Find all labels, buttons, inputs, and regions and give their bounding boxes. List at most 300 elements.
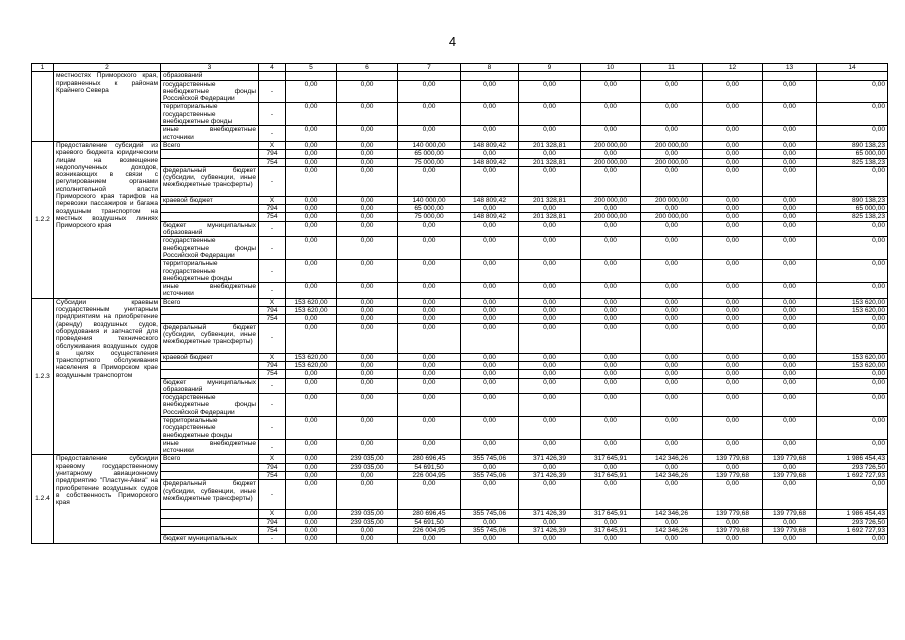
table-row xyxy=(32,315,888,323)
column-header: 8 xyxy=(461,64,519,72)
value-cell: 139 779,68 xyxy=(763,455,817,463)
value-cell: 0,00 xyxy=(817,103,888,126)
budget-code: - xyxy=(259,260,286,283)
funding-source xyxy=(161,463,259,471)
value-cell: 0,00 xyxy=(519,439,581,455)
value-cell: 0,00 xyxy=(461,353,519,361)
value-cell: 0,00 xyxy=(337,323,398,353)
funding-source xyxy=(161,518,259,526)
funding-source: территориальные государственные внебюджетные фонды xyxy=(161,260,259,283)
value-cell: 0,00 xyxy=(703,196,763,204)
value-cell: 0,00 xyxy=(817,166,888,196)
budget-code: - xyxy=(259,221,286,237)
value-cell xyxy=(461,72,519,80)
table-row xyxy=(32,298,888,306)
value-cell: 0,00 xyxy=(703,260,763,283)
value-cell: 0,00 xyxy=(703,298,763,306)
column-header: 9 xyxy=(519,64,581,72)
value-cell: 200 000,00 xyxy=(641,158,703,166)
section-name: местностях Приморского края, приравненных к районам Крайнего Севера xyxy=(54,72,161,142)
value-cell: 0,00 xyxy=(337,472,398,480)
value-cell: 0,00 xyxy=(817,535,888,543)
value-cell: 0,00 xyxy=(286,150,337,158)
value-cell xyxy=(763,72,817,80)
value-cell: 0,00 xyxy=(398,323,461,353)
funding-source: бюджет муниципальных xyxy=(161,535,259,543)
funding-source: иные внебюджетные источники xyxy=(161,283,259,299)
value-cell: 148 809,42 xyxy=(461,196,519,204)
value-cell: 0,00 xyxy=(703,221,763,237)
value-cell: 0,00 xyxy=(337,416,398,439)
value-cell: 0,00 xyxy=(337,221,398,237)
value-cell: 0,00 xyxy=(581,80,641,103)
table-row xyxy=(32,72,888,80)
value-cell: 355 745,06 xyxy=(461,455,519,463)
value-cell: 293 726,50 xyxy=(817,463,888,471)
value-cell: 201 328,81 xyxy=(519,196,581,204)
funding-source: краевой бюджет xyxy=(161,196,259,204)
value-cell: 0,00 xyxy=(461,463,519,471)
value-cell: 0,00 xyxy=(337,103,398,126)
value-cell xyxy=(337,72,398,80)
budget-code: 794 xyxy=(259,518,286,526)
value-cell: 0,00 xyxy=(641,103,703,126)
budget-code: 794 xyxy=(259,150,286,158)
funding-source xyxy=(161,370,259,378)
funding-source: образований xyxy=(161,72,259,80)
value-cell: 0,00 xyxy=(461,298,519,306)
value-cell: 0,00 xyxy=(398,353,461,361)
value-cell: 0,00 xyxy=(337,283,398,299)
budget-code: X xyxy=(259,353,286,361)
budget-code: 754 xyxy=(259,526,286,534)
value-cell: 0,00 xyxy=(337,158,398,166)
value-cell: 0,00 xyxy=(519,150,581,158)
value-cell: 0,00 xyxy=(286,394,337,417)
value-cell: 0,00 xyxy=(337,370,398,378)
value-cell: 139 779,68 xyxy=(763,472,817,480)
table-row xyxy=(32,378,888,394)
value-cell: 0,00 xyxy=(763,103,817,126)
budget-code: - xyxy=(259,166,286,196)
value-cell: 0,00 xyxy=(398,480,461,510)
column-header: 11 xyxy=(641,64,703,72)
funding-source xyxy=(161,205,259,213)
funding-source: бюджет муниципальных образований xyxy=(161,221,259,237)
value-cell: 0,00 xyxy=(763,370,817,378)
value-cell: 0,00 xyxy=(519,260,581,283)
value-cell: 153 620,00 xyxy=(817,361,888,369)
value-cell: 0,00 xyxy=(581,126,641,142)
budget-code: 794 xyxy=(259,361,286,369)
value-cell: 0,00 xyxy=(398,103,461,126)
value-cell: 0,00 xyxy=(641,463,703,471)
value-cell: 139 779,68 xyxy=(703,526,763,534)
value-cell: 0,00 xyxy=(461,150,519,158)
funding-source: бюджет муниципальных образований xyxy=(161,378,259,394)
budget-code: 794 xyxy=(259,307,286,315)
value-cell: 0,00 xyxy=(703,370,763,378)
value-cell: 0,00 xyxy=(337,394,398,417)
budget-code: X xyxy=(259,196,286,204)
value-cell: 0,00 xyxy=(817,416,888,439)
value-cell: 825 138,23 xyxy=(817,158,888,166)
value-cell: 201 328,81 xyxy=(519,158,581,166)
value-cell: 0,00 xyxy=(398,260,461,283)
value-cell: 0,00 xyxy=(763,394,817,417)
value-cell: 0,00 xyxy=(703,205,763,213)
value-cell: 0,00 xyxy=(519,126,581,142)
value-cell: 0,00 xyxy=(461,260,519,283)
value-cell: 1 692 727,93 xyxy=(817,472,888,480)
value-cell: 0,00 xyxy=(461,480,519,510)
budget-code: X xyxy=(259,455,286,463)
table-row xyxy=(32,237,888,260)
value-cell: 0,00 xyxy=(519,221,581,237)
value-cell: 0,00 xyxy=(461,103,519,126)
value-cell: 0,00 xyxy=(703,126,763,142)
value-cell: 148 809,42 xyxy=(461,141,519,149)
budget-code: - xyxy=(259,80,286,103)
value-cell: 239 035,00 xyxy=(337,510,398,518)
funding-source: государственные внебюджетные фонды Российской Федерации xyxy=(161,80,259,103)
budget-code: - xyxy=(259,126,286,142)
budget-code: - xyxy=(259,535,286,543)
value-cell: 0,00 xyxy=(581,378,641,394)
value-cell: 153 620,00 xyxy=(286,298,337,306)
value-cell: 0,00 xyxy=(763,480,817,510)
table-row xyxy=(32,260,888,283)
value-cell: 201 328,81 xyxy=(519,213,581,221)
funding-source: Всего xyxy=(161,141,259,149)
value-cell: 0,00 xyxy=(286,196,337,204)
section-number xyxy=(32,72,54,142)
value-cell: 0,00 xyxy=(703,150,763,158)
value-cell: 0,00 xyxy=(286,518,337,526)
value-cell: 1 692 727,93 xyxy=(817,526,888,534)
column-header: 3 xyxy=(161,64,259,72)
value-cell: 0,00 xyxy=(519,535,581,543)
value-cell: 0,00 xyxy=(641,439,703,455)
column-header: 1 xyxy=(32,64,54,72)
value-cell: 0,00 xyxy=(703,307,763,315)
value-cell: 0,00 xyxy=(337,535,398,543)
value-cell: 0,00 xyxy=(337,80,398,103)
value-cell: 0,00 xyxy=(461,535,519,543)
value-cell: 142 346,26 xyxy=(641,472,703,480)
funding-source: федеральный бюджет (субсидии, субвенции, иные межбюджетные трансферты) xyxy=(161,480,259,510)
value-cell: 0,00 xyxy=(398,221,461,237)
value-cell: 153 620,00 xyxy=(817,307,888,315)
value-cell: 0,00 xyxy=(286,370,337,378)
value-cell: 0,00 xyxy=(461,416,519,439)
value-cell: 0,00 xyxy=(641,283,703,299)
value-cell: 371 426,39 xyxy=(519,455,581,463)
budget-code: 754 xyxy=(259,472,286,480)
value-cell: 0,00 xyxy=(763,260,817,283)
value-cell: 0,00 xyxy=(703,80,763,103)
value-cell: 0,00 xyxy=(641,416,703,439)
value-cell: 0,00 xyxy=(703,353,763,361)
value-cell: 0,00 xyxy=(763,213,817,221)
value-cell: 0,00 xyxy=(519,283,581,299)
funding-source xyxy=(161,158,259,166)
value-cell: 317 645,91 xyxy=(581,455,641,463)
budget-code: - xyxy=(259,283,286,299)
value-cell: 0,00 xyxy=(519,205,581,213)
budget-code: - xyxy=(259,237,286,260)
value-cell: 0,00 xyxy=(461,370,519,378)
budget-code: - xyxy=(259,394,286,417)
value-cell: 239 035,00 xyxy=(337,463,398,471)
value-cell: 0,00 xyxy=(641,307,703,315)
value-cell: 0,00 xyxy=(763,283,817,299)
value-cell: 0,00 xyxy=(398,361,461,369)
value-cell: 0,00 xyxy=(337,315,398,323)
value-cell xyxy=(286,72,337,80)
value-cell: 0,00 xyxy=(286,126,337,142)
value-cell: 0,00 xyxy=(641,260,703,283)
funding-source xyxy=(161,361,259,369)
value-cell: 293 726,50 xyxy=(817,518,888,526)
value-cell: 0,00 xyxy=(519,237,581,260)
value-cell: 0,00 xyxy=(337,237,398,260)
value-cell: 371 426,39 xyxy=(519,510,581,518)
value-cell: 0,00 xyxy=(763,166,817,196)
value-cell: 0,00 xyxy=(461,307,519,315)
value-cell: 0,00 xyxy=(286,439,337,455)
budget-code: 794 xyxy=(259,205,286,213)
value-cell: 0,00 xyxy=(581,416,641,439)
value-cell: 0,00 xyxy=(337,298,398,306)
table-row xyxy=(32,394,888,417)
value-cell: 0,00 xyxy=(519,480,581,510)
value-cell: 0,00 xyxy=(641,378,703,394)
value-cell: 148 809,42 xyxy=(461,158,519,166)
value-cell: 0,00 xyxy=(519,298,581,306)
budget-code: - xyxy=(259,103,286,126)
value-cell: 0,00 xyxy=(763,298,817,306)
budget-code: X xyxy=(259,141,286,149)
table-row xyxy=(32,221,888,237)
column-header: 10 xyxy=(581,64,641,72)
value-cell: 0,00 xyxy=(703,518,763,526)
value-cell: 0,00 xyxy=(703,378,763,394)
value-cell: 0,00 xyxy=(817,370,888,378)
value-cell: 0,00 xyxy=(461,439,519,455)
page-number: 4 xyxy=(448,34,457,49)
value-cell: 0,00 xyxy=(703,237,763,260)
section-name: Субсидии краевым государственным унитарным предприятиям на приобретение (аренду) воздушных судов, оборудования и запчастей для проведения технического обслуживания воздушных судов в целях осуществления транспортного обслуживания населения в Приморском крае воздушным транспортом xyxy=(54,298,161,455)
value-cell: 0,00 xyxy=(461,205,519,213)
value-cell: 280 696,45 xyxy=(398,455,461,463)
value-cell: 0,00 xyxy=(461,126,519,142)
value-cell: 0,00 xyxy=(703,535,763,543)
value-cell: 200 000,00 xyxy=(581,158,641,166)
section-number: 1.2.2 xyxy=(32,141,54,298)
value-cell: 0,00 xyxy=(763,416,817,439)
value-cell: 317 645,91 xyxy=(581,526,641,534)
value-cell: 0,00 xyxy=(286,455,337,463)
value-cell: 0,00 xyxy=(703,416,763,439)
funding-source xyxy=(161,213,259,221)
value-cell: 0,00 xyxy=(337,361,398,369)
value-cell: 148 809,42 xyxy=(461,213,519,221)
value-cell: 0,00 xyxy=(763,439,817,455)
funding-source xyxy=(161,526,259,534)
value-cell: 0,00 xyxy=(817,260,888,283)
value-cell: 0,00 xyxy=(398,126,461,142)
value-cell: 0,00 xyxy=(286,158,337,166)
value-cell: 226 004,95 xyxy=(398,526,461,534)
value-cell: 0,00 xyxy=(398,80,461,103)
table-row xyxy=(32,205,888,213)
table-row xyxy=(32,126,888,142)
value-cell: 0,00 xyxy=(286,80,337,103)
value-cell: 0,00 xyxy=(286,213,337,221)
value-cell: 0,00 xyxy=(398,416,461,439)
value-cell: 0,00 xyxy=(817,237,888,260)
value-cell: 0,00 xyxy=(817,283,888,299)
value-cell: 0,00 xyxy=(519,80,581,103)
budget-code: 754 xyxy=(259,158,286,166)
table-row xyxy=(32,150,888,158)
section-number: 1.2.3 xyxy=(32,298,54,455)
value-cell: 0,00 xyxy=(581,283,641,299)
budget-code: 794 xyxy=(259,463,286,471)
table-row xyxy=(32,439,888,455)
value-cell: 142 346,26 xyxy=(641,526,703,534)
value-cell: 0,00 xyxy=(817,315,888,323)
value-cell: 139 779,68 xyxy=(703,472,763,480)
value-cell: 0,00 xyxy=(763,158,817,166)
value-cell: 0,00 xyxy=(286,463,337,471)
value-cell: 0,00 xyxy=(337,378,398,394)
value-cell: 0,00 xyxy=(763,463,817,471)
value-cell: 0,00 xyxy=(286,480,337,510)
column-header: 5 xyxy=(286,64,337,72)
table-row xyxy=(32,480,888,510)
value-cell: 0,00 xyxy=(519,394,581,417)
value-cell: 239 035,00 xyxy=(337,518,398,526)
column-header: 6 xyxy=(337,64,398,72)
table-row xyxy=(32,535,888,543)
value-cell: 0,00 xyxy=(337,353,398,361)
budget-table xyxy=(31,63,888,544)
value-cell: 0,00 xyxy=(519,378,581,394)
value-cell: 0,00 xyxy=(817,439,888,455)
value-cell: 0,00 xyxy=(763,141,817,149)
budget-code: 754 xyxy=(259,370,286,378)
value-cell: 75 000,00 xyxy=(398,213,461,221)
table-row xyxy=(32,361,888,369)
value-cell: 153 620,00 xyxy=(286,353,337,361)
value-cell: 1 986 454,43 xyxy=(817,455,888,463)
value-cell: 0,00 xyxy=(581,518,641,526)
value-cell: 0,00 xyxy=(703,394,763,417)
value-cell: 0,00 xyxy=(763,307,817,315)
value-cell: 0,00 xyxy=(398,370,461,378)
value-cell: 0,00 xyxy=(581,166,641,196)
value-cell: 54 691,50 xyxy=(398,463,461,471)
value-cell: 0,00 xyxy=(286,283,337,299)
column-header: 14 xyxy=(817,64,888,72)
value-cell: 0,00 xyxy=(581,480,641,510)
value-cell: 0,00 xyxy=(763,126,817,142)
value-cell: 0,00 xyxy=(286,221,337,237)
value-cell: 0,00 xyxy=(763,150,817,158)
value-cell: 0,00 xyxy=(641,353,703,361)
value-cell: 0,00 xyxy=(286,535,337,543)
value-cell: 0,00 xyxy=(763,237,817,260)
value-cell: 200 000,00 xyxy=(581,196,641,204)
budget-code: - xyxy=(259,378,286,394)
value-cell: 0,00 xyxy=(337,213,398,221)
value-cell: 0,00 xyxy=(286,526,337,534)
value-cell: 0,00 xyxy=(703,480,763,510)
budget-code xyxy=(259,72,286,80)
value-cell: 0,00 xyxy=(398,535,461,543)
table-row xyxy=(32,518,888,526)
value-cell: 65 000,00 xyxy=(398,150,461,158)
value-cell: 0,00 xyxy=(286,237,337,260)
budget-code: - xyxy=(259,439,286,455)
section-name: Предоставление субсидии краевому государственному унитарному авиационному предприятию "Пластун-Авиа" на приобретение воздушных судов в собственность Приморского края xyxy=(54,455,161,543)
value-cell: 0,00 xyxy=(703,361,763,369)
value-cell: 153 620,00 xyxy=(817,298,888,306)
table-row xyxy=(32,80,888,103)
value-cell: 0,00 xyxy=(581,394,641,417)
value-cell: 0,00 xyxy=(817,126,888,142)
budget-code: 754 xyxy=(259,315,286,323)
value-cell: 0,00 xyxy=(286,141,337,149)
value-cell: 0,00 xyxy=(286,205,337,213)
table-row xyxy=(32,463,888,471)
value-cell: 0,00 xyxy=(398,283,461,299)
value-cell xyxy=(519,72,581,80)
value-cell: 0,00 xyxy=(398,394,461,417)
value-cell: 355 745,06 xyxy=(461,510,519,518)
table-row xyxy=(32,455,888,463)
value-cell: 0,00 xyxy=(461,237,519,260)
value-cell: 0,00 xyxy=(763,361,817,369)
value-cell: 0,00 xyxy=(763,315,817,323)
value-cell: 0,00 xyxy=(286,416,337,439)
value-cell: 0,00 xyxy=(461,221,519,237)
value-cell: 139 779,68 xyxy=(703,455,763,463)
value-cell: 0,00 xyxy=(461,323,519,353)
value-cell: 0,00 xyxy=(461,518,519,526)
value-cell xyxy=(703,72,763,80)
value-cell: 1 986 454,43 xyxy=(817,510,888,518)
value-cell: 65 000,00 xyxy=(817,150,888,158)
value-cell: 0,00 xyxy=(763,80,817,103)
value-cell: 0,00 xyxy=(286,323,337,353)
value-cell: 0,00 xyxy=(519,353,581,361)
column-header: 4 xyxy=(259,64,286,72)
table-row xyxy=(32,213,888,221)
budget-code: 754 xyxy=(259,213,286,221)
value-cell: 153 620,00 xyxy=(286,361,337,369)
value-cell: 0,00 xyxy=(398,166,461,196)
value-cell xyxy=(817,72,888,80)
value-cell: 140 000,00 xyxy=(398,196,461,204)
value-cell: 139 779,68 xyxy=(763,510,817,518)
value-cell: 0,00 xyxy=(337,480,398,510)
value-cell: 0,00 xyxy=(337,166,398,196)
value-cell: 0,00 xyxy=(286,510,337,518)
value-cell: 317 645,91 xyxy=(581,510,641,518)
